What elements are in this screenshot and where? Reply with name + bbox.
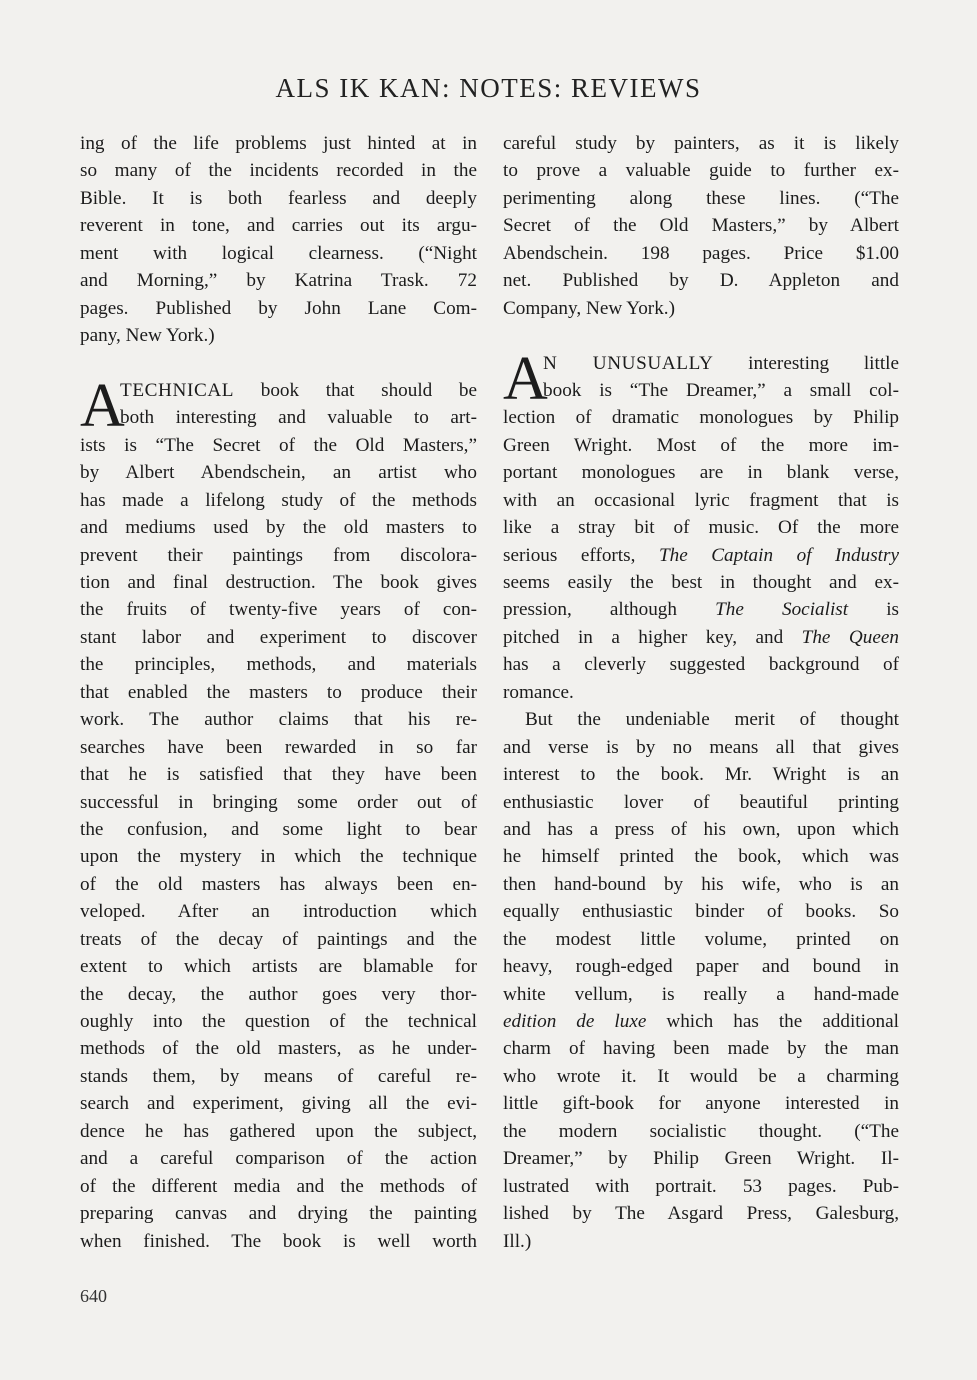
paragraph-night-and-morning [80,130,477,350]
text-line-part: which has the additional [646,1011,899,1032]
text-line: oughly into the question of the technical [80,1011,477,1032]
text-line: Secret of the Old Masters,” by Albert [503,215,899,237]
text-line [80,377,477,404]
text-line: the principles, methods, and materials [80,654,477,676]
title-the-queen: The Queen [801,626,899,648]
text-line: like a stray bit of music. Of the more [503,517,899,539]
text-line: the modest little volume, printed on [503,928,899,950]
text-line: successful in bringing some order out of [80,791,477,813]
text-line: stands them, by means of careful re- [80,1065,477,1087]
left-column [80,130,477,1255]
text-line: heavy, rough-edged paper and bound in [503,956,899,978]
text-line: But the undeniable merit of thought [525,709,899,731]
paragraph-old-masters-end [503,130,899,322]
text-line: searches have been rewarded in so far [80,736,477,758]
text-line: and a careful comparison of the action [80,1148,477,1170]
text-line: and Morning,” by Katrina Trask. 72 [80,270,477,292]
text-line: ists is “The Secret of the Old Masters,” [80,434,477,456]
lead-in-caps: N UNUSUALLY [543,352,714,374]
text-line: and has a press of his own, upon which [503,818,899,840]
text-line [503,624,899,651]
text-line: prevent their paintings from discolora- [80,544,477,566]
text-line: reverent in tone, and carries out its argu- [80,215,477,237]
page-number: 640 [80,1286,107,1306]
text-line: careful study by painters, as it is likely [503,133,899,154]
text-line: charm of having been made by the man [503,1038,899,1060]
text-line-part: pression, although [503,599,716,621]
drop-cap: A [503,344,548,413]
text-line: romance. [503,681,574,703]
text-line-rest: book that should be [260,379,477,401]
text-line: Dreamer,” by Philip Green Wright. Il- [503,1148,899,1170]
text-line: interest to the book. Mr. Wright is an [503,764,899,786]
text-line: white vellum, is really a hand-made [503,983,899,1005]
text-line: he himself printed the book, which was [503,846,899,868]
text-line: of the different media and the methods of [80,1175,477,1197]
text-line: Green Wright. Most of the more im- [503,434,899,456]
text-line [503,350,899,377]
text-line: stant labor and experiment to discover [80,626,477,648]
text-line: both interesting and valuable to art- [120,407,477,429]
review-secret-of-old-masters [80,371,477,1255]
text-line: that enabled the masters to produce their [80,681,477,703]
text-line: little gift-book for anyone interested in [503,1093,899,1115]
page-header: ALS IK KAN: NOTES: REVIEWS [275,73,702,103]
text-line: when finished. The book is well worth [80,1230,477,1252]
text-line: portant monologues are in blank verse, [503,462,899,484]
lead-in-caps: TECHNICAL [120,379,235,401]
text-line: that he is satisfied that they have been [80,764,477,786]
text-line: enthusiastic lover of beautiful printing [503,791,899,813]
text-line: upon the mystery in which the technique [80,846,477,868]
text-line: methods of the old masters, as he under- [80,1038,477,1060]
text-line: who wrote it. It would be a charming [503,1065,899,1087]
text-line: dence he has gathered upon the subject, [80,1120,477,1142]
text-line: preparing canvas and drying the painting [80,1203,477,1225]
text-line: Bible. It is both fearless and deeply [80,187,477,209]
review-the-dreamer [503,344,899,1255]
text-line: Company, New York.) [503,297,675,319]
text-line: veloped. After an introduction which [80,901,477,923]
text-line: work. The author claims that his re- [80,709,477,731]
text-line: search and experiment, giving all the evi- [80,1093,477,1115]
text-line: equally enthusiastic binder of books. So [503,901,899,923]
text-line: so many of the incidents recorded in the [80,160,477,182]
text-line: book is “The Dreamer,” a small col- [543,379,899,401]
text-line: of the old masters has always been en- [80,873,477,895]
text-line [503,542,899,569]
text-line: the modern socialistic thought. (“The [503,1120,899,1142]
text-line: has a cleverly suggested background of [503,654,899,676]
text-line: Ill.) [503,1230,532,1252]
text-line: lection of dramatic monologues by Philip [503,407,899,429]
text-line: to prove a valuable guide to further ex- [503,160,899,182]
text-line: and verse is by no means all that gives [503,736,899,758]
text-line: tion and final destruction. The book gives [80,572,477,593]
title-the-socialist: The Socialist [715,599,849,621]
text-line: with an occasional lyric fragment that is [503,489,899,511]
text-line-part: serious efforts, [503,544,659,566]
text-line [503,596,899,623]
text-line: lustrated with portrait. 53 pages. Pub- [503,1175,899,1197]
text-line: lished by The Asgard Press, Galesburg, [503,1203,899,1225]
text-line: net. Published by D. Appleton and [503,270,899,292]
text-line: has made a lifelong study of the methods [80,489,477,511]
phrase-edition-de-luxe: edition de luxe [503,1011,647,1032]
text-line: Abendschein. 198 pages. Price $1.00 [503,242,899,264]
text-line: extent to which artists are blamable for [80,956,477,978]
text-line: pages. Published by John Lane Com- [80,297,477,319]
text-line: treats of the decay of paintings and the [80,928,477,950]
text-line: pany, New York.) [80,325,215,347]
text-line: the confusion, and some light to bear [80,818,477,840]
text-line: seems easily the best in thought and ex- [503,572,899,593]
text-line: the fruits of twenty-five years of con- [80,599,477,621]
text-line-rest: interesting little [748,352,899,374]
text-line-part: pitched in a higher key, and [503,626,802,648]
text-line: the decay, the author goes very thor- [80,983,477,1005]
text-line: ment with logical clearness. (“Night [80,242,477,264]
text-line: ing of the life problems just hinted at in [80,133,477,154]
text-line: by Albert Abendschein, an artist who [80,462,477,484]
title-captain-of-industry: The Captain of Industry [658,544,899,566]
drop-cap: A [80,371,125,440]
text-line: perimenting along these lines. (“The [503,187,899,209]
text-line-part: is [848,599,899,621]
right-column [503,130,899,1255]
text-line: and mediums used by the old masters to [80,517,477,539]
text-line [503,1008,899,1035]
text-line: then hand-bound by his wife, who is an [503,873,899,895]
